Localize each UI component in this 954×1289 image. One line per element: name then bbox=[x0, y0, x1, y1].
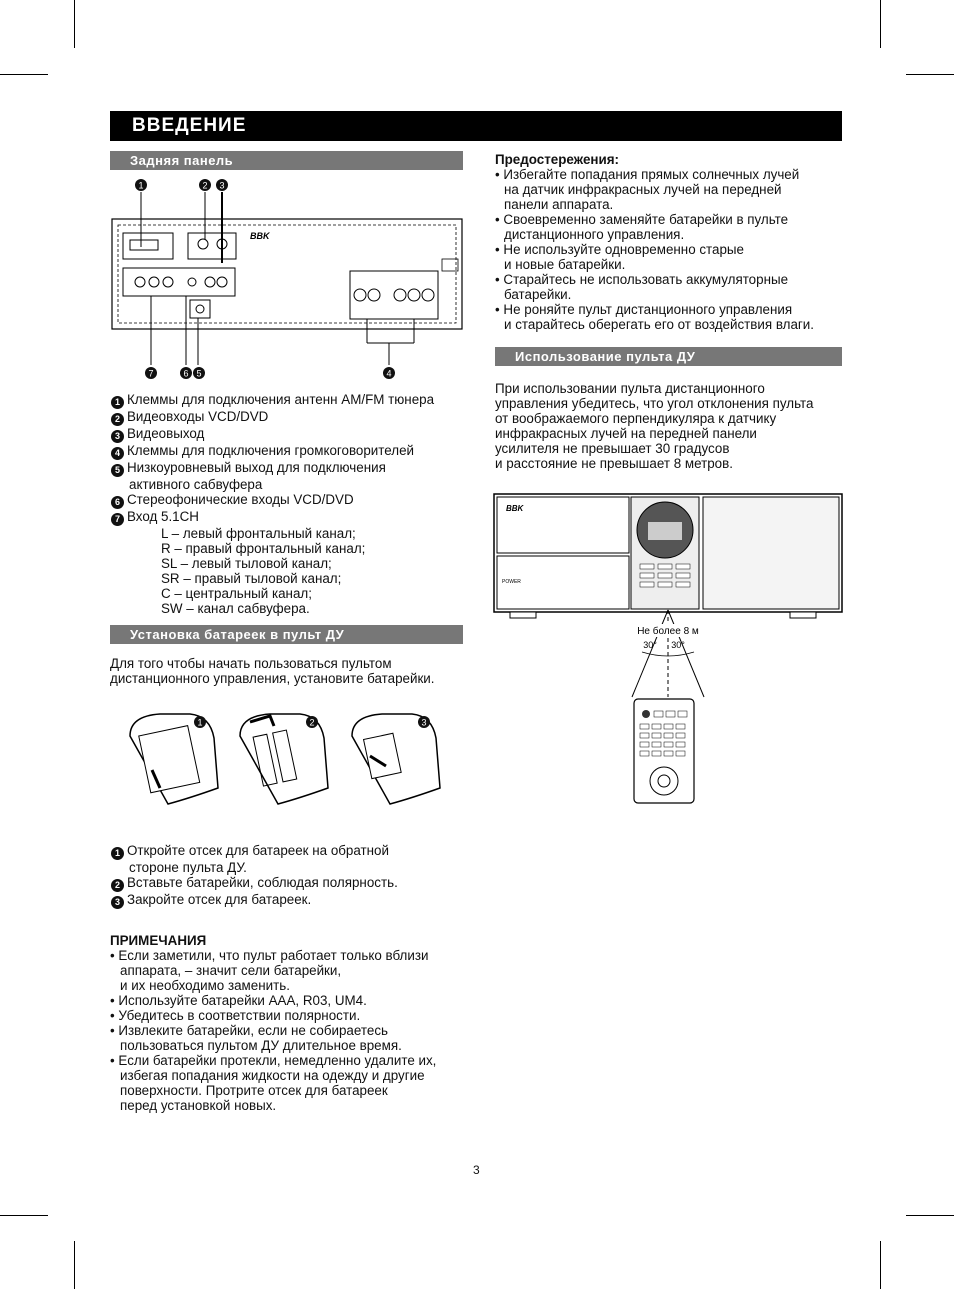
legend-item: 5 Низкоуровневый выход для подключения bbox=[111, 460, 471, 477]
distance-label: Не более 8 м bbox=[637, 626, 699, 637]
note-item: • Если заметили, что пульт работает только вблизи аппарата, – значит сели батарейки, и их необходимо заменить. bbox=[110, 948, 429, 993]
channel-line: SL – левый тыловой канал; bbox=[161, 556, 332, 571]
warning-item: • Старайтесь не использовать аккумуляторные батарейки. bbox=[495, 272, 789, 302]
callout-7: 7 bbox=[148, 368, 154, 379]
warning-item: • Не роняйте пульт дистанционного управления и старайтесь оберегать его от воздействия влаги. bbox=[495, 302, 815, 332]
note-item: • Извлеките батарейки, если не собираетесь пользоваться пультом ДУ длительное время. bbox=[110, 1023, 402, 1053]
callout-6: 6 bbox=[183, 368, 189, 379]
rear-panel-legend bbox=[111, 392, 471, 616]
page-title: ВВЕДЕНИЕ bbox=[132, 115, 247, 136]
battery-steps bbox=[111, 843, 471, 909]
battery-intro: Для того чтобы начать пользоваться пультом дистанционного управления, установите батарейки. bbox=[110, 656, 435, 686]
warning-item: • Избегайте попадания прямых солнечных лучей на датчик инфракрасных лучей на передней панели аппарата. bbox=[495, 167, 800, 212]
warning-item: • Своевременно заменяйте батарейки в пульте дистанционного управления. bbox=[495, 212, 789, 242]
device-logo: BBK bbox=[506, 504, 524, 513]
crop-mark bbox=[906, 1215, 954, 1216]
crop-mark bbox=[74, 0, 75, 48]
channel-line: C – центральный канал; bbox=[161, 586, 312, 601]
section-heading-remote-usage: Использование пульта ДУ bbox=[495, 347, 842, 366]
battery-callout-2: 2 bbox=[309, 717, 315, 728]
callout-4: 4 bbox=[386, 368, 392, 379]
crop-mark bbox=[880, 1241, 881, 1289]
battery-step-cont: стороне пульта ДУ. bbox=[129, 860, 247, 875]
legend-item: 1 Клеммы для подключения антенн AM/FM тюнера bbox=[111, 392, 471, 409]
section-heading-battery: Установка батареек в пульт ДУ bbox=[110, 625, 463, 644]
section-heading-rear-panel: Задняя панель bbox=[110, 151, 463, 170]
rear-panel-diagram bbox=[110, 175, 470, 385]
legend-item: 4 Клеммы для подключения громкоговорителей bbox=[111, 443, 471, 460]
battery-callout-1: 1 bbox=[197, 717, 203, 728]
callout-2: 2 bbox=[202, 180, 208, 191]
crop-mark bbox=[906, 74, 954, 75]
battery-install-illustration bbox=[120, 708, 450, 808]
legend-item-cont: активного сабвуфера bbox=[129, 477, 263, 492]
legend-item: 7 Вход 5.1CH bbox=[111, 509, 471, 526]
channel-line: L – левый фронтальный канал; bbox=[161, 526, 356, 541]
warning-item: • Не используйте одновременно старые и новые батарейки. bbox=[495, 242, 745, 272]
warnings-heading: Предостережения: bbox=[495, 152, 620, 167]
battery-step: 2 Вставьте батарейки, соблюдая полярность. bbox=[111, 875, 471, 892]
crop-mark bbox=[0, 1215, 48, 1216]
crop-mark bbox=[74, 1241, 75, 1289]
channel-line: SW – канал сабвуфера. bbox=[161, 601, 310, 616]
angle-left-label: 30° bbox=[643, 640, 657, 650]
battery-step: 3 Закройте отсек для батареек. bbox=[111, 892, 471, 909]
legend-item: 6 Стереофонические входы VCD/DVD bbox=[111, 492, 471, 509]
battery-step: 1 Откройте отсек для батареек на обратной bbox=[111, 843, 471, 860]
legend-item: 3 Видеовыход bbox=[111, 426, 471, 443]
page-title-bar bbox=[110, 111, 842, 141]
callout-3: 3 bbox=[219, 180, 225, 191]
battery-callout-3: 3 bbox=[421, 717, 427, 728]
crop-mark bbox=[0, 74, 48, 75]
notes-heading: ПРИМЕЧАНИЯ bbox=[110, 933, 207, 948]
callout-1: 1 bbox=[138, 180, 144, 191]
angle-right-label: 30° bbox=[671, 640, 685, 650]
channel-line: SR – правый тыловой канал; bbox=[161, 571, 342, 586]
power-label: POWER bbox=[502, 579, 521, 585]
rear-logo: BBK bbox=[250, 231, 270, 241]
remote-usage-text: При использовании пульта дистанционного управления убедитесь, что угол отклонения пульта от воображаемого перпендикуляра к датчику инфракрасных лучей на передней панели усилителя не превышает 30 градусов и расстояние не превышает 8 метров. bbox=[495, 381, 814, 471]
note-item: • Убедитесь в соответствии полярности. bbox=[110, 1008, 361, 1023]
notes-block bbox=[110, 933, 470, 1113]
note-item: • Если батарейки протекли, немедленно удалите их, избегая попадания жидкости на одежду и другие поверхности. Протрите отсек для батареек перед установкой новых. bbox=[110, 1053, 437, 1113]
remote-range-diagram bbox=[492, 492, 844, 807]
note-item: • Используйте батарейки AAA, R03, UM4. bbox=[110, 993, 367, 1008]
warnings-block bbox=[495, 152, 845, 332]
page-number: 3 bbox=[473, 1163, 480, 1177]
callout-5: 5 bbox=[196, 368, 202, 379]
legend-item: 2 Видеовходы VCD/DVD bbox=[111, 409, 471, 426]
crop-mark bbox=[880, 0, 881, 48]
channel-line: R – правый фронтальный канал; bbox=[161, 541, 366, 556]
